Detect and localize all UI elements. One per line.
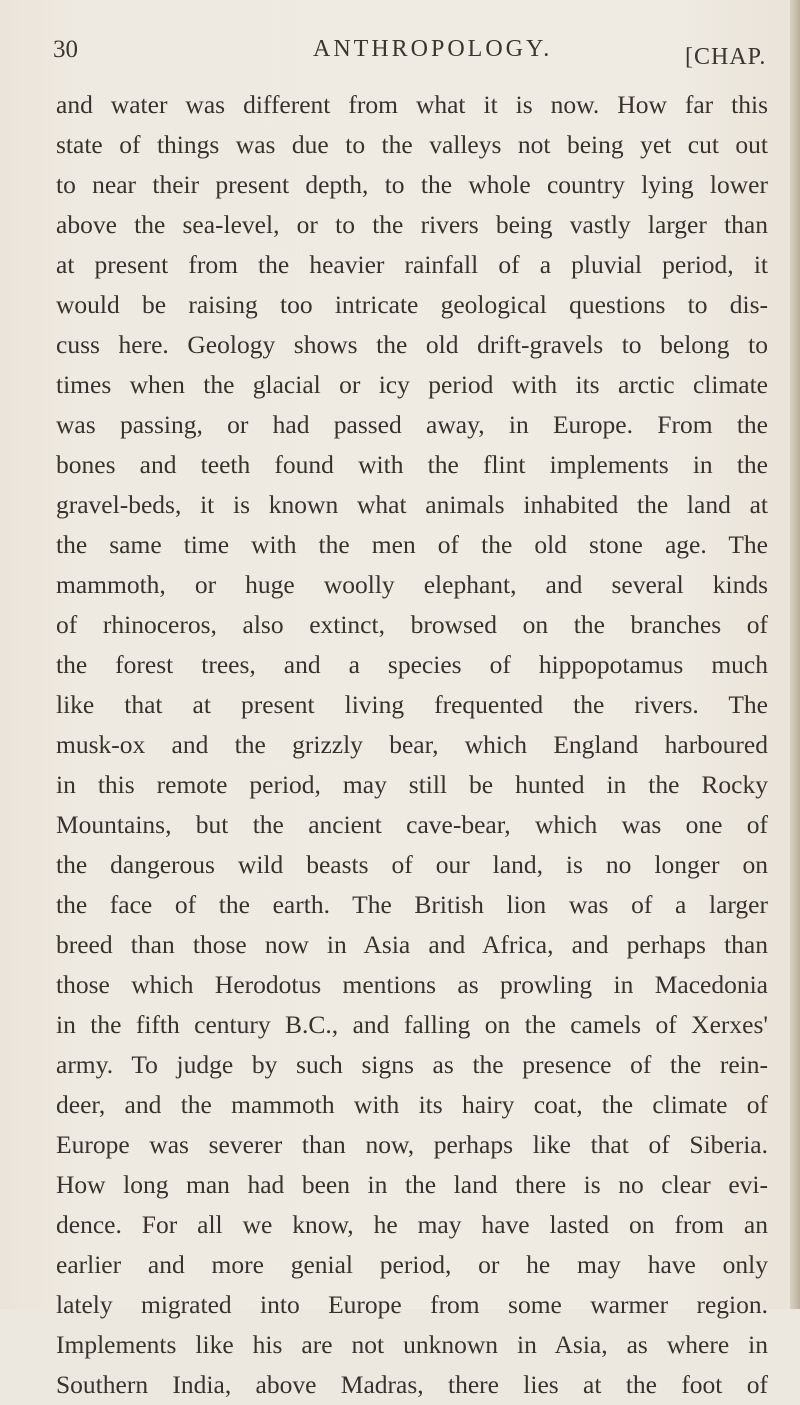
text-line: gravel-beds, it is known what animals inhabited the land at <box>56 490 768 519</box>
text-line: earlier and more genial period, or he may have only <box>56 1250 768 1279</box>
text-line: How long man had been in the land there is no clear evi- <box>56 1170 768 1199</box>
page-number: 30 <box>53 36 78 63</box>
text-line: like that at present living frequented the rivers. The <box>56 690 768 719</box>
text-line: breed than those now in Asia and Africa, and perhaps than <box>56 930 768 959</box>
text-line: those which Herodotus mentions as prowling in Macedonia <box>56 970 768 999</box>
text-line: Europe was severer than now, perhaps like that of Siberia. <box>56 1130 768 1159</box>
text-line: the face of the earth. The British lion was of a larger <box>56 890 768 919</box>
text-line: and water was different from what it is now. How far this <box>56 90 768 119</box>
text-line: dence. For all we know, he may have lasted on from an <box>56 1210 768 1239</box>
text-line: musk-ox and the grizzly bear, which England harboured <box>56 730 768 759</box>
text-line: above the sea-level, or to the rivers being vastly larger than <box>56 210 768 239</box>
text-line: would be raising too intricate geological questions to dis- <box>56 290 768 319</box>
text-line: cuss here. Geology shows the old drift-gravels to belong to <box>56 330 768 359</box>
text-line: the dangerous wild beasts of our land, is no longer on <box>56 850 768 879</box>
text-line: in the fifth century B.C., and falling on the camels of Xerxes' <box>56 1010 768 1039</box>
text-line: Southern India, above Madras, there lies at the foot of <box>56 1370 768 1399</box>
body-text <box>56 85 768 1405</box>
text-line: times when the glacial or icy period with its arctic climate <box>56 370 768 399</box>
running-head <box>53 30 793 80</box>
text-line: bones and teeth found with the flint implements in the <box>56 450 768 479</box>
page-edge <box>790 0 800 1309</box>
text-line: at present from the heavier rainfall of a pluvial period, it <box>56 250 768 279</box>
text-line: was passing, or had passed away, in Europe. From the <box>56 410 768 439</box>
text-line: lately migrated into Europe from some warmer region. <box>56 1290 768 1319</box>
text-line: Mountains, but the ancient cave-bear, which was one of <box>56 810 768 839</box>
text-line: in this remote period, may still be hunted in the Rocky <box>56 770 768 799</box>
text-line: mammoth, or huge woolly elephant, and several kinds <box>56 570 768 599</box>
running-title: ANTHROPOLOGY. <box>313 36 553 62</box>
text-line: Implements like his are not unknown in Asia, as where in <box>56 1330 768 1359</box>
text-line: army. To judge by such signs as the presence of the rein- <box>56 1050 768 1079</box>
text-line: state of things was due to the valleys not being yet cut out <box>56 130 768 159</box>
text-line: to near their present depth, to the whole country lying lower <box>56 170 768 199</box>
text-line: deer, and the mammoth with its hairy coat, the climate of <box>56 1090 768 1119</box>
chapter-mark: [CHAP. <box>685 44 767 70</box>
text-line: the forest trees, and a species of hippopotamus much <box>56 650 768 679</box>
text-line: the same time with the men of the old stone age. The <box>56 530 768 559</box>
text-line: of rhinoceros, also extinct, browsed on the branches of <box>56 610 768 639</box>
